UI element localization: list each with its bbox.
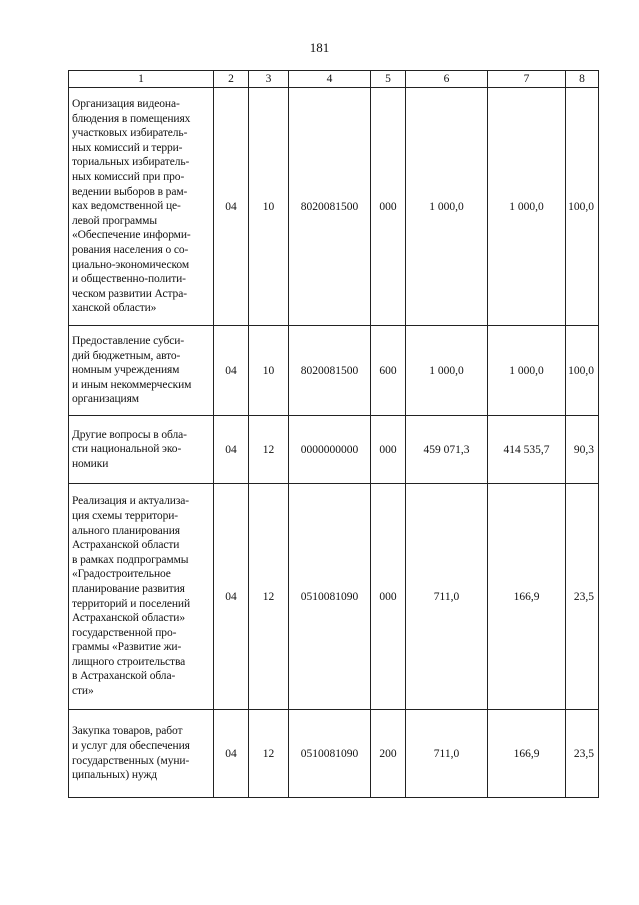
table-row [69,710,599,798]
cell-section: 04 [214,326,249,416]
column-header: 7 [488,71,566,88]
row-description: Предоставление субси- дий бюджетным, авто- номным учреждениям и иным некоммерческим организациям [69,326,214,416]
cell-section: 04 [214,88,249,326]
cell-executed: 166,9 [488,710,566,798]
cell-percent: 23,5 [566,710,599,798]
cell-planned: 711,0 [406,710,488,798]
row-description: Закупка товаров, работ и услуг для обеспечения государственных (муни- ципальных) нужд [69,710,214,798]
row-description: Другие вопросы в обла- сти национальной эко- номики [69,416,214,484]
cell-percent: 90,3 [566,416,599,484]
cell-expense-type: 000 [371,88,406,326]
cell-section: 04 [214,710,249,798]
table-row [69,416,599,484]
cell-expense-type: 000 [371,416,406,484]
cell-expense-type: 600 [371,326,406,416]
column-header: 5 [371,71,406,88]
cell-subsection: 12 [249,484,289,710]
column-header: 3 [249,71,289,88]
cell-percent: 100,0 [566,88,599,326]
cell-planned: 1 000,0 [406,88,488,326]
cell-planned: 1 000,0 [406,326,488,416]
cell-section: 04 [214,484,249,710]
table-row [69,326,599,416]
cell-percent: 23,5 [566,484,599,710]
column-header: 1 [69,71,214,88]
table-row [69,88,599,326]
column-header: 8 [566,71,599,88]
cell-target-article: 0000000000 [289,416,371,484]
cell-expense-type: 000 [371,484,406,710]
column-header: 4 [289,71,371,88]
table-row [69,484,599,710]
column-header: 6 [406,71,488,88]
cell-planned: 711,0 [406,484,488,710]
budget-table [68,70,599,798]
cell-executed: 1 000,0 [488,88,566,326]
row-description: Реализация и актуализа- ция схемы территори- ального планирования Астраханской области в рамках подпрограммы «Градостроительное планирование развития территорий и поселений Астраханской области» государственной про- граммы «Развитие жи- лищного строительства в Астраханской обла- сти» [69,484,214,710]
row-description: Организация видеона- блюдения в помещениях участковых избиратель- ных комиссий и терри- ториальных избиратель- ных комиссий при про- ведении выборов в рам- ках ведомственной це- левой программы «Обеспечение информи- рования населения о со- циально-экономическом и общественно-полити- ческом развитии Астра- ханской области» [69,88,214,326]
cell-planned: 459 071,3 [406,416,488,484]
page-number: 181 [309,40,330,55]
cell-executed: 1 000,0 [488,326,566,416]
cell-target-article: 8020081500 [289,88,371,326]
cell-subsection: 12 [249,416,289,484]
cell-subsection: 12 [249,710,289,798]
cell-subsection: 10 [249,88,289,326]
cell-executed: 414 535,7 [488,416,566,484]
cell-percent: 100,0 [566,326,599,416]
cell-expense-type: 200 [371,710,406,798]
cell-target-article: 8020081500 [289,326,371,416]
cell-subsection: 10 [249,326,289,416]
cell-target-article: 0510081090 [289,484,371,710]
cell-executed: 166,9 [488,484,566,710]
header-row [69,71,599,88]
column-header: 2 [214,71,249,88]
cell-target-article: 0510081090 [289,710,371,798]
cell-section: 04 [214,416,249,484]
